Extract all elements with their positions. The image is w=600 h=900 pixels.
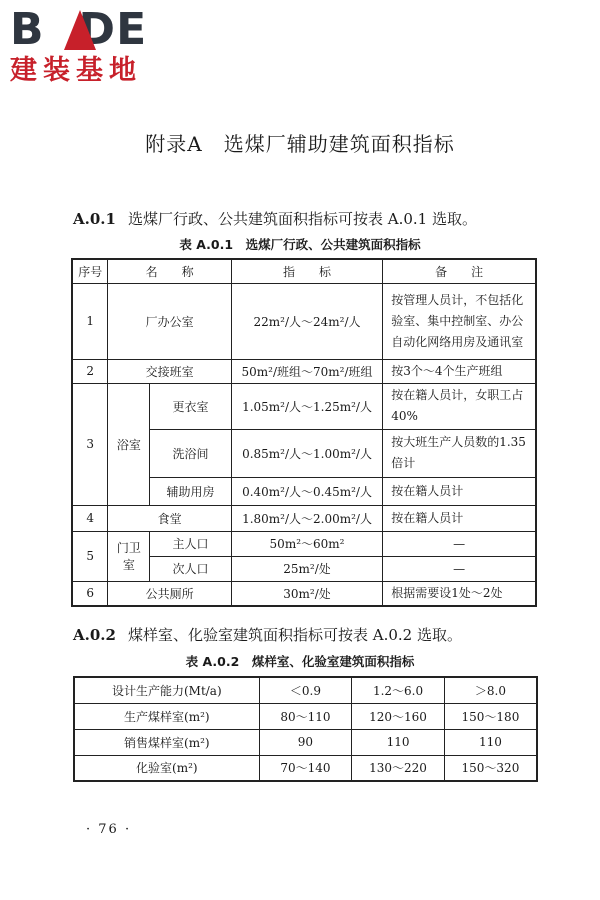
clause-number: A.0.1 [73, 210, 116, 228]
row-index: 1.80m²/人～2.00m²/人 [231, 505, 382, 531]
clause-text: 选煤厂行政、公共建筑面积指标可按表 A.0.1 选取。 [127, 210, 477, 228]
table-row [72, 531, 536, 556]
table-row [72, 283, 536, 359]
row-note: 按在籍人员计 [383, 477, 536, 505]
row-label: 化验室(m²) [74, 755, 259, 781]
row-name: 交接班室 [108, 359, 231, 383]
row-index: 30m²/处 [231, 581, 382, 606]
row-no: 5 [72, 531, 108, 581]
row-subname: 更衣室 [150, 383, 232, 429]
row-no: 4 [72, 505, 108, 531]
row-index: 1.05m²/人～1.25m²/人 [231, 383, 382, 429]
row-name: 厂办公室 [108, 283, 231, 359]
header-capacity: 设计生产能力(Mt/a) [74, 677, 259, 703]
row-subname: 主人口 [150, 531, 232, 556]
row-value: 150～320 [444, 755, 537, 781]
row-value: 110 [352, 729, 445, 755]
header-index: 指 标 [231, 259, 382, 283]
table-admin-buildings [71, 258, 537, 607]
row-note: — [383, 556, 536, 581]
row-no: 6 [72, 581, 108, 606]
row-index: 50m²/班组～70m²/班组 [231, 359, 382, 383]
row-note: 根据需要设1处～2处 [383, 581, 536, 606]
table-row [72, 359, 536, 383]
row-value: 130～220 [352, 755, 445, 781]
header-col: 1.2～6.0 [352, 677, 445, 703]
row-subname: 洗浴间 [150, 429, 232, 477]
table-row [72, 505, 536, 531]
row-index: 0.40m²/人～0.45m²/人 [231, 477, 382, 505]
row-value: 120～160 [352, 703, 445, 729]
logo [10, 4, 180, 86]
row-value: 90 [259, 729, 352, 755]
row-no: 2 [72, 359, 108, 383]
row-note: 按在籍人员计 [383, 505, 536, 531]
row-value: 80～110 [259, 703, 352, 729]
table-row [72, 581, 536, 606]
row-index: 50m²～60m² [231, 531, 382, 556]
clause-a02 [73, 624, 462, 645]
page-title: 附录A 选煤厂辅助建筑面积指标 [145, 132, 455, 156]
table2-caption: 表 A.0.2 煤样室、化验室建筑面积指标 [185, 654, 415, 669]
row-name: 公共厕所 [108, 581, 231, 606]
row-note: 按在籍人员计，女职工占40% [383, 383, 536, 429]
table-header-row [72, 259, 536, 283]
row-note: 按管理人员计，不包括化验室、集中控制室、办公自动化网络用房及通讯室 [383, 283, 536, 359]
clause-number: A.0.2 [73, 626, 116, 644]
header-no: 序号 [72, 259, 108, 283]
row-note: 按大班生产人员数的1.35倍计 [383, 429, 536, 477]
row-subname: 辅助用房 [150, 477, 232, 505]
table1-caption: 表 A.0.1 选煤厂行政、公共建筑面积指标 [179, 237, 421, 252]
table-row [74, 755, 537, 781]
row-name: 食堂 [108, 505, 231, 531]
row-label: 生产煤样室(m²) [74, 703, 259, 729]
table-row [74, 729, 537, 755]
row-index: 0.85m²/人～1.00m²/人 [231, 429, 382, 477]
logo-subtitle: 建装基地 [10, 55, 142, 86]
header-col: ＞8.0 [444, 677, 537, 703]
table-coal-sample-lab [73, 676, 538, 782]
row-no: 3 [72, 383, 108, 505]
table-row [74, 703, 537, 729]
logo-a-triangle-icon [64, 10, 96, 50]
row-no: 1 [72, 283, 108, 359]
row-index: 25m²/处 [231, 556, 382, 581]
header-col: ＜0.9 [259, 677, 352, 703]
clause-text: 煤样室、化验室建筑面积指标可按表 A.0.2 选取。 [127, 626, 462, 644]
clause-a01 [73, 208, 477, 229]
row-value: 110 [444, 729, 537, 755]
row-note: 按3个～4个生产班组 [383, 359, 536, 383]
header-name: 名 称 [108, 259, 231, 283]
header-note: 备 注 [383, 259, 536, 283]
table-header-row [74, 677, 537, 703]
row-value: 150～180 [444, 703, 537, 729]
row-name: 门卫室 [108, 531, 150, 581]
row-name: 浴室 [108, 383, 150, 505]
table-row [72, 383, 536, 429]
row-note: — [383, 531, 536, 556]
row-value: 70～140 [259, 755, 352, 781]
row-index: 22m²/人～24m²/人 [231, 283, 382, 359]
logo-wordmark: B DE [10, 4, 148, 55]
page-number: · 76 · [86, 822, 132, 837]
row-label: 销售煤样室(m²) [74, 729, 259, 755]
row-subname: 次人口 [150, 556, 232, 581]
